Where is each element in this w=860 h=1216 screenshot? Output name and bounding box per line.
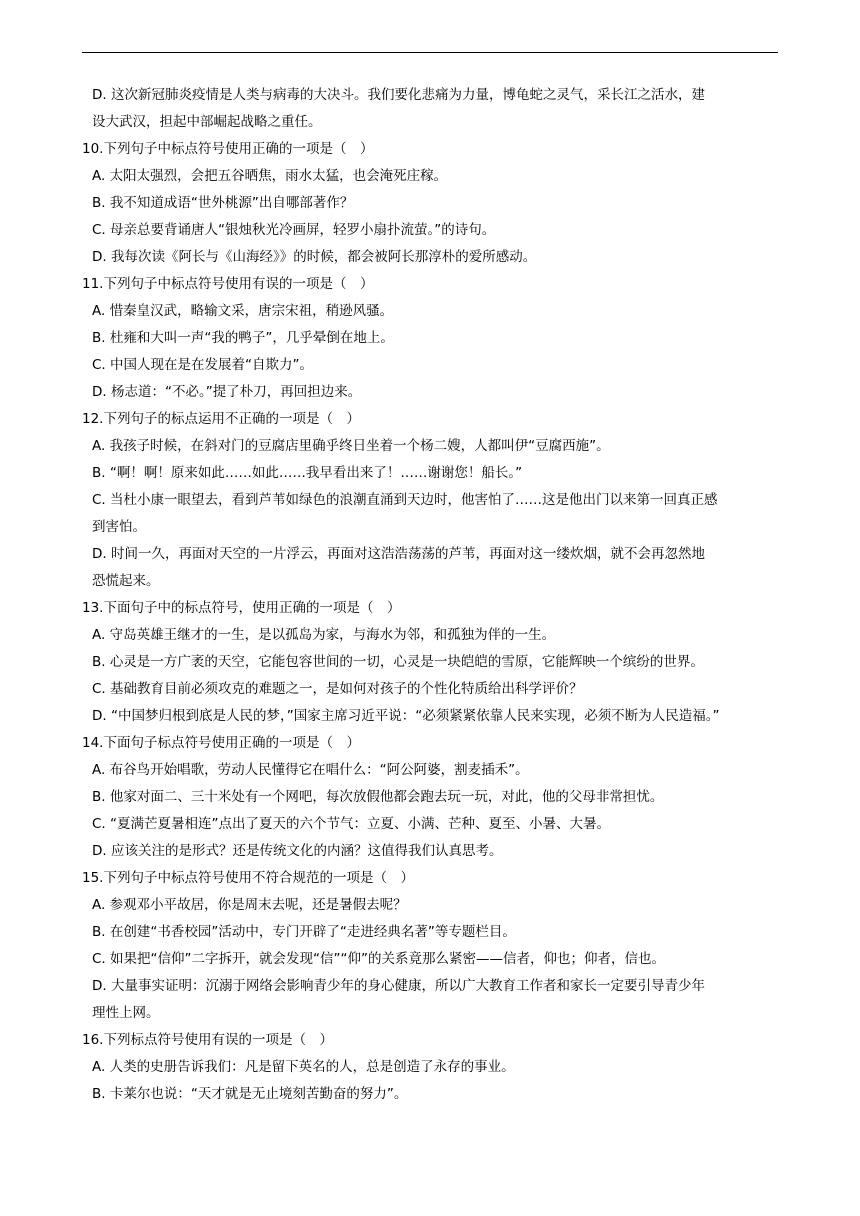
option-line: D. 我每次读《阿长与《山海经》》的时候，都会被阿长那淳朴的爱所感动。 <box>92 249 537 265</box>
option-line: B. “啊！啊！原来如此……如此……我早看出来了！……谢谢您！船长。” <box>92 465 523 481</box>
question-stem: 11.下列句子中标点符号使用有误的一项是（ ） <box>82 276 374 292</box>
option-line: A. 太阳太强烈，会把五谷晒焦，雨水太猛，也会淹死庄稼。 <box>92 168 448 184</box>
option-line: B. 在创建“书香校园”活动中，专门开辟了“走进经典名著”等专题栏目。 <box>92 924 516 940</box>
question-block <box>82 406 778 595</box>
option-line: A. 人类的史册告诉我们：凡是留下英名的人，总是创造了永存的事业。 <box>92 1059 515 1075</box>
option-line: B. 卡莱尔也说：“天才就是无止境刻苦勤奋的努力”。 <box>92 1086 408 1102</box>
question-block <box>82 1027 778 1108</box>
question-block <box>82 730 778 865</box>
option-line: D. “中国梦归根到底是人民的梦，”国家主席习近平说：“必须紧紧依靠人民来实现，必须不断为人民造福。” <box>92 708 720 724</box>
question-list <box>82 136 778 1108</box>
option-line: A. 我孩子时候，在斜对门的豆腐店里确乎终日坐着一个杨二嫂，人都叫伊“豆腐西施”。 <box>92 438 610 454</box>
question-stem: 10.下列句子中标点符号使用正确的一项是（ ） <box>82 141 374 157</box>
option-line: D. 应该关注的是形式？还是传统文化的内涵？这值得我们认真思考。 <box>92 843 503 859</box>
question-block <box>82 595 778 730</box>
continued-option-d <box>82 82 778 136</box>
option-line: 到害怕。 <box>92 519 146 535</box>
question-stem: 15.下列句子中标点符号使用不符合规范的一项是（ ） <box>82 870 414 886</box>
question-stem: 12.下列句子的标点运用不正确的一项是（ ） <box>82 411 360 427</box>
header-rule <box>82 52 778 53</box>
option-line: 设大武汉，担起中部崛起战略之重任。 <box>92 114 322 130</box>
option-line: 理性上网。 <box>92 1005 160 1021</box>
option-line: D. 这次新冠肺炎疫情是人类与病毒的大决斗。我们要化悲痛为力量，博龟蛇之灵气，采长江之活水，建 <box>92 87 705 103</box>
option-line: 恐慌起来。 <box>92 573 160 589</box>
document-body <box>82 82 778 1108</box>
question-stem: 14.下面句子标点符号使用正确的一项是（ ） <box>82 735 360 751</box>
question-stem: 16.下列标点符号使用有误的一项是（ ） <box>82 1032 333 1048</box>
option-line: D. 大量事实证明：沉溺于网络会影响青少年的身心健康，所以广大教育工作者和家长一定要引导青少年 <box>92 978 705 994</box>
question-block <box>82 271 778 406</box>
option-line: A. 守岛英雄王继才的一生，是以孤岛为家，与海水为邻，和孤独为伴的一生。 <box>92 627 556 643</box>
option-line: B. 他家对面二、三十米处有一个网吧，每次放假他都会跑去玩一玩，对此，他的父母非常担忧。 <box>92 789 664 805</box>
option-line: A. 惜秦皇汉武，略输文采，唐宗宋祖，稍逊风骚。 <box>92 303 394 319</box>
option-line: B. 心灵是一方广袤的天空，它能包容世间的一切，心灵是一块皑皑的雪原，它能辉映一个缤纷的世界。 <box>92 654 704 670</box>
option-line: C. 母亲总要背诵唐人“银烛秋光冷画屏，轻罗小扇扑流萤。”的诗句。 <box>92 222 496 238</box>
option-line: B. 杜雍和大叫一声“我的鸭子”，几乎晕倒在地上。 <box>92 330 394 346</box>
option-line: A. 参观邓小平故居，你是周末去呢，还是暑假去呢？ <box>92 897 407 913</box>
option-line: B. 我不知道成语“世外桃源”出自哪部著作？ <box>92 195 354 211</box>
option-line: C. 当杜小康一眼望去，看到芦苇如绿色的浪潮直涌到天边时，他害怕了……这是他出门以来第一回真正感 <box>92 492 718 508</box>
option-line: D. 杨志道：“不必。”提了朴刀，再回担边来。 <box>92 384 362 400</box>
question-block <box>82 136 778 271</box>
question-block <box>82 865 778 1027</box>
option-line: C. 中国人现在是在发展着“自欺力”。 <box>92 357 313 373</box>
question-stem: 13.下面句子中的标点符号，使用正确的一项是（ ） <box>82 600 401 616</box>
option-line: D. 时间一久，再面对天空的一片浮云，再面对这浩浩荡荡的芦苇，再面对这一缕炊烟，就不会再忽然地 <box>92 546 705 562</box>
option-line: C. 基础教育目前必须攻克的难题之一，是如何对孩子的个性化特质给出科学评价？ <box>92 681 583 697</box>
option-line: C. “夏满芒夏暑相连”点出了夏天的六个节气：立夏、小满、芒种、夏至、小暑、大暑。 <box>92 816 610 832</box>
option-line: A. 布谷鸟开始唱歌，劳动人民懂得它在唱什么：“阿公阿婆，割麦插禾”。 <box>92 762 529 778</box>
option-line: C. 如果把“信仰”二字拆开，就会发现“信”“仰”的关系竟那么紧密——信者，仰也；仰者，信也。 <box>92 951 665 967</box>
